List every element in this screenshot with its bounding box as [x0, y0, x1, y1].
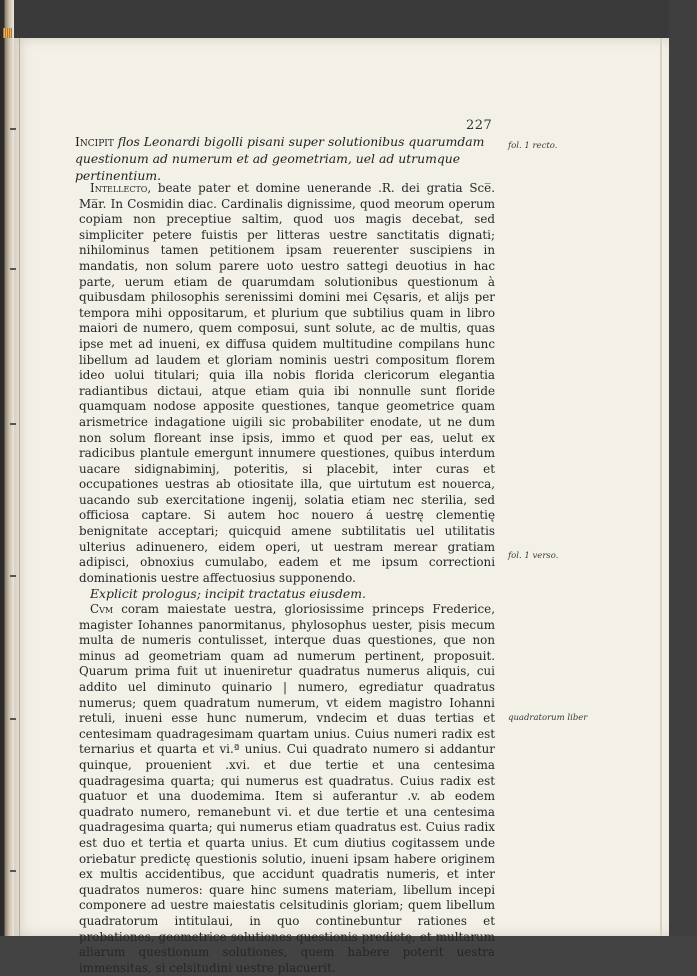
paragraph-body: coram maiestate uestra, gloriosissime princeps Frederice, magister Iohannes panormitanus, phylosophus uester, pisis mecum multa de numeris contulisset, interque duas questiones, que non minus ad geometriam quam ad numerum pertinent, proposuit. Quarum prima fuit ut inueniretur quadratus numerus aliquis, cui addito uel diminuto quinario | numero, egrediatur quadratus numerus; quem quadratum numerum, vt eidem magistro Iohanni retuli, inueni esse hunc numerum, vndecim et duas tertias et centesimam quadragesimam quartam unius. Cuius numeri radix est ternarius et quarta et vi.ª unius. Cui quadrato numero si addantur quinque, prouenient .xvi. et due tertie et una centesima quadragesima quarta; qui numerus est quadratus. Cuius radix est quatuor et una duodemima. Item si auferantur .v. ab eodem quadrato numero, remanebunt vi. et due tertie et una centesima quadragesima quarta; qui numerus etiam quadratus est. Cuius radix est duo et tertia et quarta unius. Et cum diutius cogitassem unde oriebatur predictę questionis solutio, inueni ipsam habere originem ex multis accidentibus, que accidunt quadratis numeris, et inter quadratos numeros: quare hinc sumens materiam, libellum incepi componere ad uestre maiestatis celsitudinis gloriam; quem libellum quadratorum intitulaui, in quo continebuntur rationes et probationes, geometrice solutiones questionis predictę, et multarum aliarum questionum solutiones, quem habere poterit uestra immensitas, si celsitudini uestre placuerit.	[79, 602, 495, 975]
margin-note-liber: quadratorum liber	[508, 713, 588, 723]
margin-note-folio-verso: fol. 1 verso.	[508, 551, 559, 561]
binding-mark	[10, 423, 16, 425]
incipit-title: flos Leonardi bigolli pisani super solutionibus quarumdam questionum ad numerum et ad geometriam, uel ad utrumque pertinentium.	[75, 134, 485, 183]
paragraph-lead: Cvm	[90, 602, 114, 617]
prologue-paragraph	[79, 181, 495, 586]
binding-mark	[10, 870, 16, 872]
binding-mark	[10, 128, 16, 130]
incipit-heading	[75, 133, 495, 184]
page-edge-tabs	[3, 28, 12, 38]
page-right-edge	[660, 38, 662, 936]
paragraph-body: , beate pater et domine uenerande .R. dei gratia Sce̅. Ma̅r. In Cosmidin diac. Cardinalis dignissime, quod meorum operum copiam non preceptiue saltim, quod uos magis decebat, sed simpliciter petere fuistis per litteras uestre sanctitatis dignati; nihilominus tamen petitionem ipsam reuerenter suscipiens in mandatis, non solum parere uoto uestro sattegi deuotius in hac parte, uerum etiam de quarumdam solutionibus questionum à quibusdam philosophis serenissimi domini mei Cęsaris, et alijs per tempora mihi oppositarum, et plurium que subtilius quam in libro maiori de numero, quem composui, sunt solute, ac de multis, quas ipse met ad inueni, ex diffusa quidem multitudine compilans hunc libellum ad laudem et gloriam nominis uestri compositum florem ideo uolui titulari; quia illa nobis florida clericorum elegantia radiantibus dictaui, atque etiam quia ibi nonnulle sunt floride quamquam nodose apposite questiones, tanque geometrice quam arismetrice indagatione uigili sic probabiliter enodate, ut ne dum non solum floreant inse ipsis, immo et quod per eas, uelut ex radicibus plantule emergunt innumere questiones, quibus interdum uacare sidignabiminj, poteritis, si placebit, inter curas et occupationes uestras ab otiositate illa, que uirtutum est nouerca, uacando sub exercitatione ingenij, solatia etiam nec sterilia, sed officiosa captare. Si autem hoc nouero á uestrę clementię benignitate acceptari; quicquid amene subtilitatis uel utilitatis ulterius adinuenero, eidem operi, ut uestram merear gratiam adipisci, obnoxius cumulabo, eadem et me ipsum correctioni dominationis uestre affectuosius supponendo.	[79, 181, 495, 585]
page-gutter-line	[19, 38, 20, 936]
main-text	[79, 181, 495, 976]
tractatus-paragraph	[79, 602, 495, 976]
scan-background-right	[669, 0, 697, 936]
section-subheading: Explicit prologus; incipit tractatus eiusdem.	[90, 586, 366, 602]
binding-mark	[10, 268, 16, 270]
binding-mark	[10, 718, 16, 720]
binding-mark	[10, 575, 16, 577]
book-spine-edge	[0, 0, 14, 936]
paragraph-lead: Intellecto	[90, 181, 148, 195]
incipit-lead: Incipit	[75, 134, 114, 149]
page-number: 227	[466, 118, 493, 133]
margin-note-folio-recto: fol. 1 recto.	[508, 141, 558, 151]
scan-background-top	[0, 0, 697, 38]
